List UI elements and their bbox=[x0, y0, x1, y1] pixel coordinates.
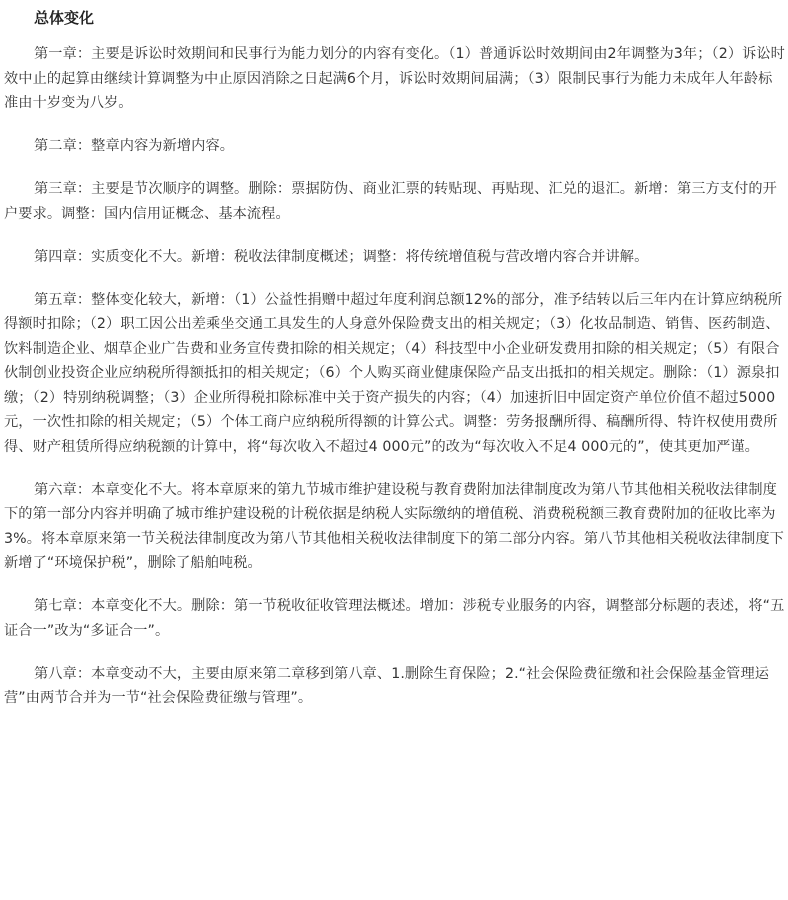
paragraph-chapter-7: 第七章：本章变化不大。删除：第一节税收征收管理法概述。增加：涉税专业服务的内容，调整部分标题的表述，将“五证合一”改为“多证合一”。 bbox=[4, 598, 785, 639]
paragraph-chapter-5: 第五章：整体变化较大，新增：（1）公益性捐赠中超过年度利润总额12%的部分，准予结转以后三年内在计算应纳税所得额时扣除；（2）职工因公出差乘坐交通工具发生的人身意外保险费支出的相关规定；（3）化妆品制造、销售、医药制造、饮料制造企业、烟草企业广告费和业务宣传费扣除的相关规定；（4）科技型中小企业研发费用扣除的相关规定；（5）有限合伙制创业投资企业应纳税所得额抵扣的相关规定；（6）个人购买商业健康保险产品支出抵扣的相关规定。删除：（1）源泉扣缴；（2）特别纳税调整；（3）企业所得税扣除标准中关于资产损失的内容；（4）加速折旧中固定资产单位价值不超过5000元，一次性扣除的相关规定；（5）个体工商户应纳税所得额的计算公式。调整：劳务报酬所得、稿酬所得、特许权使用费所得、财产租赁所得应纳税额的计算中，将“每次收入不超过4 000元”的改为“每次收入不足4 000元的”，使其更加严谨。 bbox=[4, 291, 783, 455]
paragraph-chapter-8: 第八章：本章变动不大，主要由原来第二章移到第八章、1.删除生育保险；2.“社会保险费征缴和社会保险基金管理运营”由两节合并为一节“社会保险费征缴与管理”。 bbox=[4, 665, 770, 706]
section-title: 总体变化 bbox=[34, 9, 95, 27]
paragraph-chapter-3: 第三章：主要是节次顺序的调整。删除：票据防伪、商业汇票的转贴现、再贴现、汇兑的退汇。新增：第三方支付的开户要求。调整：国内信用证概念、基本流程。 bbox=[4, 181, 777, 222]
paragraph-chapter-1: 第一章：主要是诉讼时效期间和民事行为能力划分的内容有变化。（1）普通诉讼时效期间由2年调整为3年；（2）诉讼时效中止的起算由继续计算调整为中止原因消除之日起满6个月，诉讼时效期间届满；（3）限制民事行为能力未成年人年龄标准由十岁变为八岁。 bbox=[4, 46, 785, 111]
paragraph-chapter-4: 第四章：实质变化不大。新增：税收法律制度概述；调整：将传统增值税与营改增内容合并讲解。 bbox=[34, 248, 649, 265]
paragraph-chapter-2: 第二章：整章内容为新增内容。 bbox=[34, 138, 235, 154]
paragraph-chapter-6: 第六章：本章变化不大。将本章原来的第九节城市维护建设税与教育费附加法律制度改为第八节其他相关税收法律制度下的第一部分内容并明确了城市维护建设税的计税依据是纳税人实际缴纳的增值税、消费税税额三教育费附加的征收比率为3%。将本章原来第一节关税法律制度改为第八节其他相关税收法律制度下的第二部分内容。第八节其他相关税收法律制度下新增了“环境保护税”，删除了船舶吨税。 bbox=[4, 481, 784, 571]
